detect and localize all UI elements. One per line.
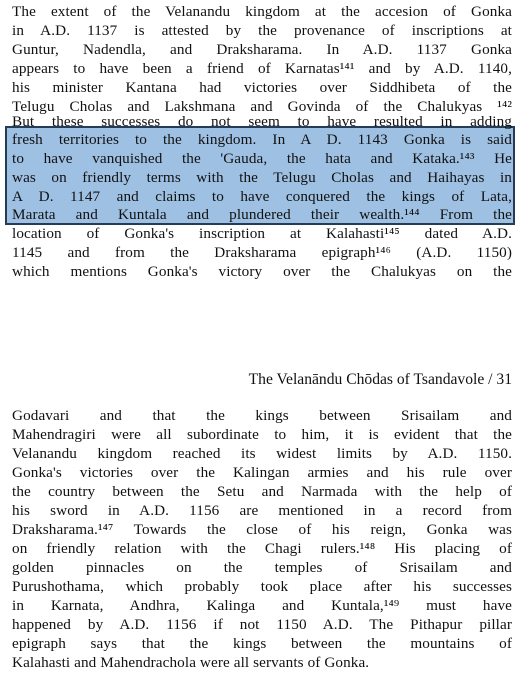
running-head: The Velanāndu Chōdas of Tsandavole / 31	[248, 371, 512, 388]
text-line: Mahendragiri were all subordinate to him, it is evident that the	[12, 426, 512, 443]
highlighted-text-line: A D. 1147 and claims to have conquered the kings of Lata,	[12, 188, 512, 205]
text-line: The extent of the Velanandu kingdom at the accesion of Gonka	[12, 3, 512, 20]
text-line: golden pinnacles on the temples of Srisailam and	[12, 559, 512, 576]
bottom-page	[0, 322, 520, 675]
text-line: Guntur, Nadendla, and Draksharama. In A.D. 1137 Gonka	[12, 41, 512, 58]
text-line: his minister Kantana had victories over Siddhibeta of the	[12, 79, 512, 96]
text-line: Godavari and that the kings between Srisailam and	[12, 407, 512, 424]
highlighted-text-line: was on friendly terms with the Telugu Cholas and Haihayas in	[12, 169, 512, 186]
text-line: Kalahasti and Mahendrachola were all servants of Gonka.	[12, 654, 370, 671]
text-line: Telugu Cholas and Lakshmana and Govinda of the Chalukyas ¹⁴²	[12, 98, 512, 115]
text-line: in Karnata, Andhra, Kalinga and Kuntala,¹⁴⁹ must have	[12, 597, 512, 614]
text-line: which mentions Gonka's victory over the Chalukyas on the	[12, 263, 512, 280]
text-line: happened by A.D. 1156 if not 1150 A.D. The Pithapur pillar	[12, 616, 512, 633]
text-line: on friendly relation with the Chagi rulers.¹⁴⁸ His placing of	[12, 540, 512, 557]
text-line: But these successes do not seem to have resulted in adding	[12, 113, 512, 130]
text-line: 1145 and from the Draksharama epigraph¹⁴⁶ (A.D. 1150)	[12, 244, 512, 261]
highlighted-text-line: fresh territories to the kingdom. In A D. 1143 Gonka is said	[12, 131, 512, 148]
page-gap	[0, 292, 520, 322]
text-line: the country between the Setu and Narmada with the help of	[12, 483, 512, 500]
text-line: epigraph says that the kings between the mountains of	[12, 635, 512, 652]
highlighted-text-line: to have vanquished the 'Gauda, the hata and Kataka.¹⁴³ He	[12, 150, 512, 167]
text-line: his sword in A.D. 1156 are mentioned in a record from	[12, 502, 512, 519]
highlighted-text-line: Marata and Kuntala and plundered their wealth.¹⁴⁴ From the	[12, 206, 512, 223]
text-line: location of Gonka's inscription at Kalahasti¹⁴⁵ dated A.D.	[12, 225, 512, 242]
top-page	[0, 0, 520, 292]
text-line: appears to have been a friend of Karnatas¹⁴¹ and by A.D. 1140,	[12, 60, 512, 77]
text-line: Velanandu kingdom reached its widest limits by A.D. 1150.	[12, 445, 512, 462]
text-line: Draksharama.¹⁴⁷ Towards the close of his reign, Gonka was	[12, 521, 512, 538]
text-line: Gonka's victories over the Kalingan armies and his rule over	[12, 464, 512, 481]
text-line: in A.D. 1137 is attested by the provenance of inscriptions at	[12, 22, 512, 39]
text-line: Purushothama, which probably took place after his successes	[12, 578, 512, 595]
